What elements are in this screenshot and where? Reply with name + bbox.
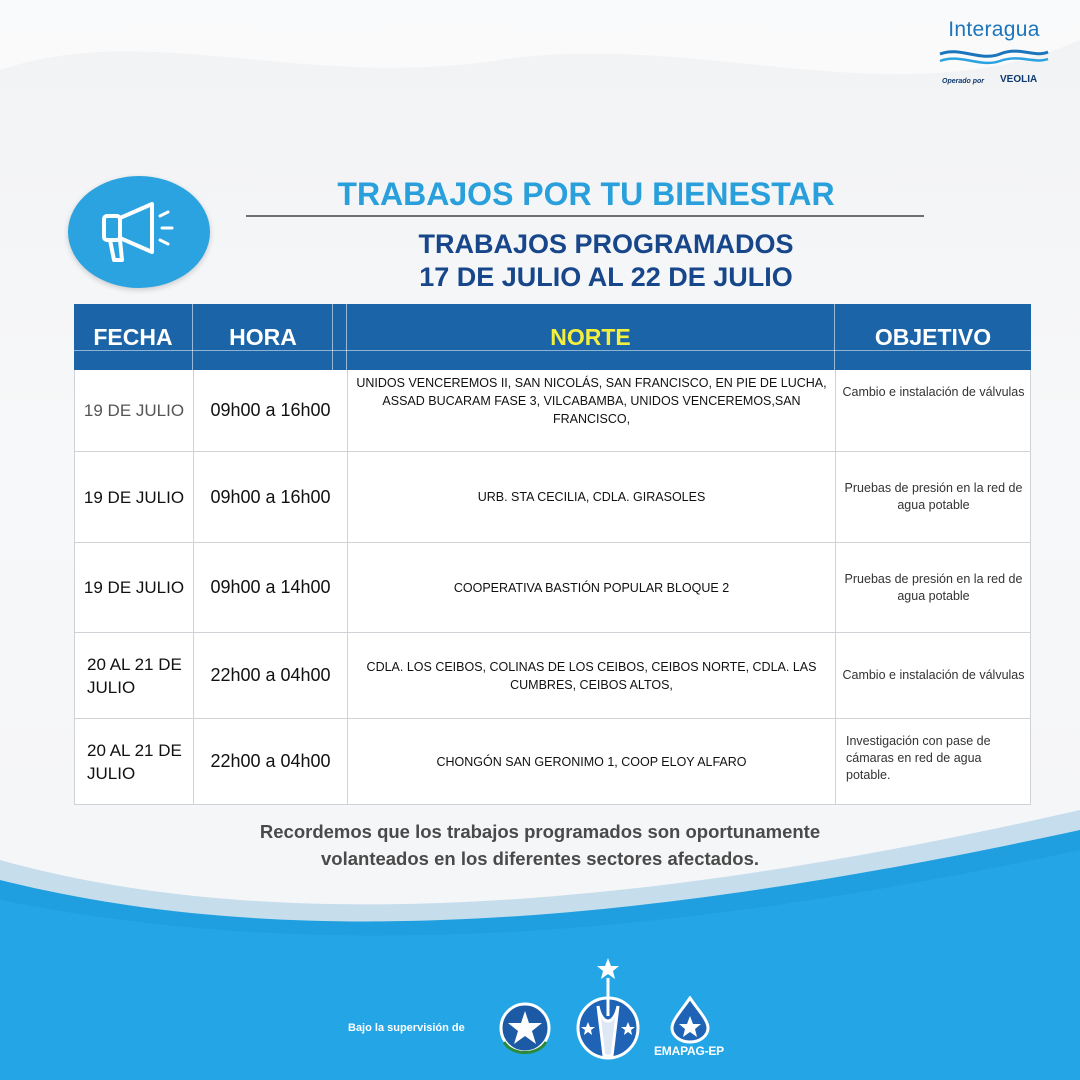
cell-fecha: 19 DE JULIO	[83, 487, 185, 507]
cell-hora: 09h00 a 14h00	[210, 577, 331, 597]
table-row	[74, 719, 1031, 805]
megaphone-badge	[68, 176, 210, 288]
cell-fecha: 20 AL 21 DE JULIO	[87, 654, 182, 697]
page-title: TRABAJOS POR TU BIENESTAR	[337, 176, 835, 212]
operated-by-text: Operado por	[942, 78, 985, 85]
cell-fecha: 19 DE JULIO	[83, 578, 185, 597]
wave-logo-icon	[934, 46, 1054, 66]
water-drop-icon	[668, 996, 712, 1044]
interagua-logo	[934, 16, 1054, 92]
cell-sector: CDLA. LOS CEIBOS, COLINAS DE LOS CEIBOS, CEIBOS NORTE, CDLA. LAS CUMBRES, CEIBOS ALTOS,	[366, 659, 817, 692]
subtitle-line-1: TRABAJOS PROGRAMADOS	[418, 229, 794, 259]
cell-fecha: 20 AL 21 DE JULIO	[87, 740, 182, 783]
table-row	[74, 543, 1031, 633]
table-row	[74, 452, 1031, 543]
brand-name: Interagua	[948, 18, 1040, 41]
cell-hora: 09h00 a 16h00	[210, 486, 331, 507]
page-subtitle	[346, 228, 866, 294]
cell-objetivo: Cambio e instalación de válvulas	[842, 668, 1025, 682]
cell-objetivo: Investigación con pase de cámaras en red de agua potable.	[846, 734, 991, 782]
cell-hora: 22h00 a 04h00	[210, 665, 331, 685]
emapag-label: EMAPAG-EP	[654, 1044, 724, 1058]
megaphone-icon	[94, 196, 184, 268]
cell-objetivo: Pruebas de presión en la red de agua potable	[844, 571, 1023, 603]
statue-emblem-icon	[572, 956, 644, 1064]
table-row	[74, 370, 1031, 452]
cell-objetivo: Cambio e instalación de válvulas	[842, 385, 1025, 399]
header-separator	[332, 304, 333, 370]
footer-note	[170, 818, 910, 872]
cell-objetivo: Pruebas de presión en la red de agua potable	[844, 481, 1023, 512]
cell-hora: 09h00 a 16h00	[210, 400, 331, 420]
schedule-table	[74, 304, 1031, 805]
table-header	[74, 304, 1031, 370]
cell-hora: 22h00 a 04h00	[210, 751, 331, 771]
table-row	[74, 633, 1031, 719]
col-hora: HORA	[229, 324, 297, 350]
cell-sector: CHONGÓN SAN GERONIMO 1, COOP ELOY ALFARO	[436, 754, 747, 769]
col-objetivo: OBJETIVO	[874, 324, 992, 350]
cell-sector: UNIDOS VENCEREMOS II, SAN NICOLÁS, SAN FRANCISCO, EN PIE DE LUCHA, ASSAD BUCARAM FASE 3, VILCABAMBA, UNIDOS VENCEREMOS,SAN FRANCISCO,	[356, 376, 827, 426]
footer-note-line-1: Recordemos que los trabajos programados son oportunamente	[259, 821, 821, 842]
supervision-text: Bajo la supervisión de	[348, 1022, 465, 1034]
star-emblem-icon	[494, 996, 556, 1062]
cell-sector: URB. STA CECILIA, CDLA. GIRASOLES	[477, 490, 706, 504]
cell-fecha: 19 DE JULIO	[83, 401, 185, 420]
subtitle-line-2: 17 DE JULIO AL 22 DE JULIO	[419, 262, 793, 292]
cell-sector: COOPERATIVA BASTIÓN POPULAR BLOQUE 2	[453, 580, 730, 595]
footer-note-line-2: volanteados en los diferentes sectores afectados.	[321, 848, 759, 869]
title-divider	[246, 215, 924, 217]
veolia-text: VEOLIA	[1000, 74, 1038, 85]
col-fecha: FECHA	[93, 324, 173, 350]
col-norte: NORTE	[550, 324, 631, 350]
